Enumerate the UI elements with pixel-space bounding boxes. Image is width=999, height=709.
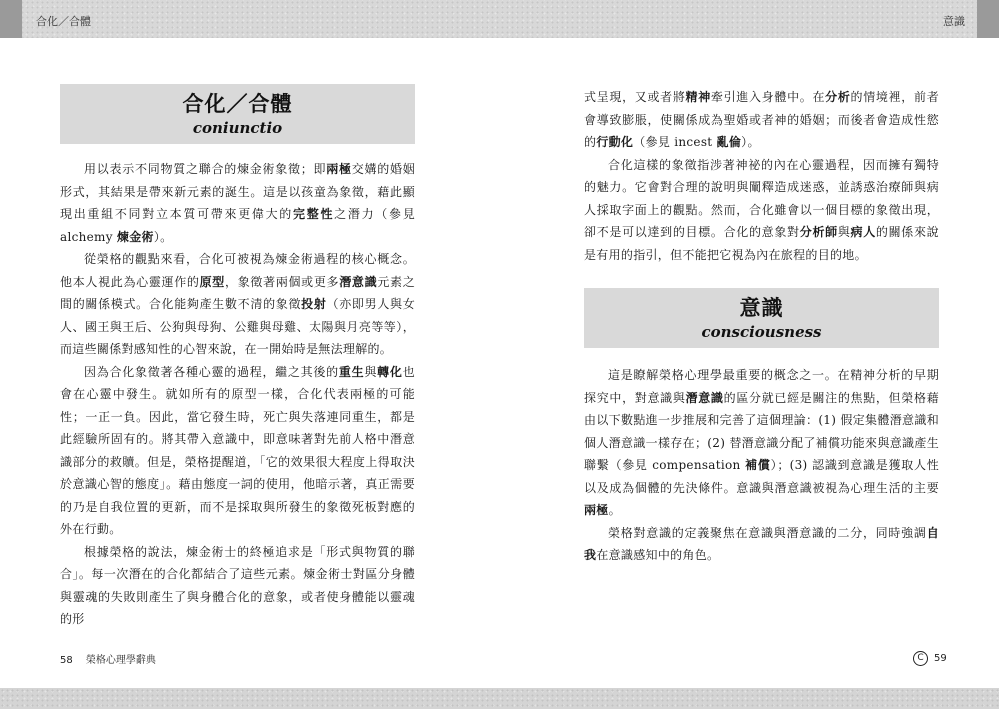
text-run: 這是瞭解榮格心理學最重要的概念之一。在精神分析的早期探究中，對意識與	[584, 368, 939, 405]
paragraph	[584, 522, 939, 567]
bottom-texture-band	[0, 688, 999, 709]
paragraph	[60, 541, 415, 631]
text-run: 合化這樣的象徵指涉著神祕的內在心靈過程，因而擁有獨特的魅力。它會對合理的說明與闡釋造成迷惑，並誘惑治療師與病人採取字面上的觀點。然而，合化雖會以一個目標的象徵出現，卻不是可以達到的目標。合化的意象對	[584, 157, 939, 239]
running-header-left: 合化／合體	[36, 15, 91, 28]
text-run: 用以表示不同物質之聯合的煉金術象徵；即	[84, 162, 327, 176]
paragraph	[584, 364, 939, 522]
text-run: 的區分就已經是關注的焦點，但榮格藉由以下數點進一步推展和完善了這個理論：(1) 假定集體潛意識和個人潛意識一樣存在；(2) 替潛意識分配了補償功能來與意識產生聯繫（參見 compensation	[584, 390, 939, 472]
text-run: 在意識感知中的角色。	[596, 548, 720, 562]
text-run: 與	[364, 364, 378, 379]
text-run: 之潛力（參見 alchemy	[60, 207, 415, 244]
bold-term: 完整性	[293, 207, 335, 221]
bold-term: 重生	[338, 364, 365, 379]
text-run: 因為合化象徵著各種心靈的過程，繼之其後的	[84, 364, 339, 379]
bold-term: 煉金術	[116, 229, 154, 244]
paragraph	[584, 154, 939, 267]
right-body-text-top	[584, 86, 939, 266]
left-page	[60, 84, 415, 631]
bold-term: 行動化	[596, 135, 634, 149]
entry-title-box-consciousness	[584, 288, 939, 348]
text-run: 的關係來說是有用的指引，但不能把它視為內在旅程的目的地。	[584, 225, 939, 262]
bold-term: 投射	[301, 297, 327, 311]
text-run: 。	[608, 503, 621, 517]
paragraph	[60, 361, 415, 541]
circle-c-icon: C	[913, 651, 928, 666]
right-body-text-bottom	[584, 364, 939, 567]
entry-title-chinese: 合化／合體	[182, 92, 293, 116]
text-run: 根據榮格的說法，煉金術士的終極追求是「形式與物質的聯合」。每一次潛在的合化都結合了這些元素。煉金術士對區分身體與靈魂的失敗則產生了與身體合化的意象，或者使身體能以靈魂的形	[60, 544, 415, 626]
paragraph	[584, 86, 939, 154]
bold-term: 自我	[584, 525, 939, 562]
entry-title-box-coniunctio	[60, 84, 415, 144]
bold-term: 兩極	[326, 162, 352, 176]
bold-term: 補償	[745, 458, 771, 472]
text-run: ）。	[153, 229, 173, 244]
footer-right	[913, 651, 947, 666]
text-run: 的情境裡，前者會導致膨脹，使關係成為聖婚或者神的婚姻；而後者會造成性慾的	[584, 90, 939, 149]
text-run: 榮格對意識的定義聚焦在意識與潛意識的二分，同時強調	[608, 525, 927, 540]
right-page	[584, 86, 939, 567]
text-run: 也會在心靈中發生。就如所有的原型一樣，合化代表兩極的可能性；一正一負。因此，當它發生時，死亡與失落連同重生，都是此經驗所固有的。將其帶入意識中，即意味著對先前人格中潛意識部分的救贖。但是，榮格提醒道，「它的效果很大程度上得取決於意識心智的態度」。藉由態度一詞的使用，他暗示著，真正需要的乃是自我位置的更新，而不是採取與所發生的象徵死板對應的外在行動。	[60, 364, 415, 536]
footer-left	[60, 651, 156, 666]
page-number-left: 58	[60, 655, 73, 666]
left-page-edge	[0, 0, 22, 38]
bold-term: 精神	[685, 90, 711, 104]
right-page-edge	[977, 0, 999, 38]
text-run: 與	[837, 225, 851, 239]
text-run: ）。	[741, 135, 760, 149]
top-texture-band	[0, 0, 999, 38]
bold-term: 潛意識	[339, 274, 378, 289]
text-run: 從榮格的觀點來看，合化可被視為煉金術過程的核心概念。他本人視此為心靈運作的	[60, 252, 415, 289]
bold-term: 病人	[850, 225, 876, 239]
bold-term: 潛意識	[685, 390, 724, 405]
left-body-text	[60, 158, 415, 631]
running-header-right: 意識	[943, 15, 965, 28]
bold-term: 兩極	[584, 503, 609, 517]
bold-term: 亂倫	[716, 135, 742, 149]
book-title: 榮格心理學辭典	[85, 655, 156, 666]
entry-title-chinese: 意識	[739, 296, 784, 320]
bold-term: 原型	[199, 274, 225, 289]
text-run: （亦即男人與女人、國王與王后、公狗與母狗、公雞與母雞、太陽與月亮等等），而這些關係對感知性的心智來說，在一開始時是無法理解的。	[60, 297, 415, 356]
paragraph	[60, 248, 415, 361]
text-run: ，象徵著兩個或更多	[225, 274, 340, 289]
entry-title-latin: consciousness	[701, 323, 822, 341]
text-run: 交媾的婚姻形式，其結果是帶來新元素的誕生。這是以孩童為象徵，藉此顯現出重組不同對立本質可帶來更偉大的	[60, 162, 415, 221]
text-run: （參見 incest	[633, 135, 717, 149]
page-number-right: 59	[934, 653, 947, 664]
bold-term: 轉化	[377, 364, 403, 379]
bold-term: 分析	[825, 90, 851, 104]
bold-term: 分析師	[799, 225, 838, 239]
paragraph	[60, 158, 415, 248]
text-run: 式呈現，又或者將	[584, 90, 686, 104]
text-run: 元素之間的關係模式。合化能夠產生數不清的象徵	[60, 274, 415, 311]
text-run: ）；(3) 認識到意識是獲取人性以及成為個體的先決條件。意識與潛意識被視為心理生活的主要	[584, 458, 939, 495]
text-run: 牽引進入身體中。在	[710, 90, 826, 104]
entry-title-latin: coniunctio	[192, 119, 283, 137]
